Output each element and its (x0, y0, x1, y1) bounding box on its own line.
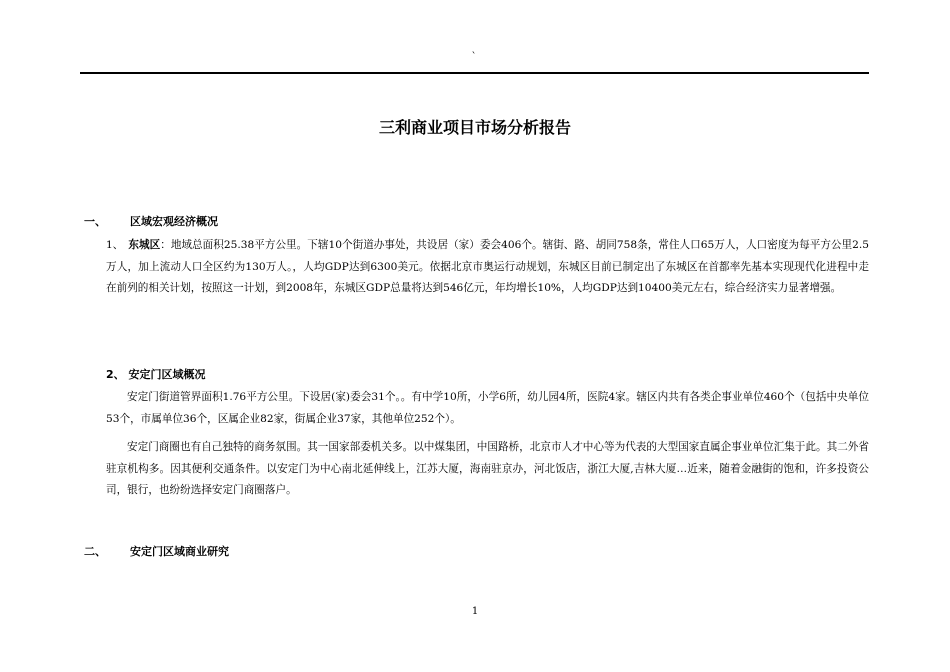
paragraph-text: ：地域总面积25.38平方公里。下辖10个街道办事处，共设居（家）委会406个。辖街、路、胡同758条，常住人口65万人，人口密度为每平方公里2.5万人，加上流动人口全区约为130万人。，人均GDP达到6300美元。依据北京市奥运行动规划，东城区目前已制定出了东城区在首都率先基本实现现代化进程中走在前列的相关计划，按照这一计划，到2008年，东城区GDP总量将达到546亿元，年均增长10%，人均GDP达到10400美元左右，综合经济实力显著增强。 (106, 239, 870, 294)
section-number: 二、 (84, 545, 106, 558)
paragraph-dongcheng (106, 235, 869, 300)
subsection-lead: 东城区 (128, 239, 161, 251)
section-title: 区域宏观经济概况 (130, 215, 218, 228)
subsection-number: 1、 (106, 239, 124, 251)
section-heading-2 (84, 545, 229, 559)
paragraph-andingmen-business: 安定门商圈也有自己独特的商务氛围。其一国家部委机关多。以中煤集团，中国路桥，北京市人才中心等为代表的大型国家直属企事业单位汇集于此。其二外省驻京机构多。因其便利交通条件。以安定门为中心南北延伸线上，江苏大厦，海南驻京办，河北饭店，浙江大厦,吉林大厦…近来，随着金融街的饱和，许多投资公司，银行，也纷纷选择安定门商圈落户。 (106, 441, 869, 496)
header-mark: ` (471, 52, 477, 63)
page-number: 1 (471, 606, 479, 617)
section-heading-1 (84, 215, 218, 229)
paragraph-andingmen-overview: 安定门街道管界面积1.76平方公里。下设居(家)委会31个。。有中学10所，小学6所，幼儿园4所，医院4家。辖区内共有各类企事业单位460个（包括中央单位53个，市属单位36个，区属企业82家，街属企业37家，其他单位252个）。 (106, 391, 869, 425)
section-number: 一、 (84, 215, 106, 228)
document-title: 三利商业项目市场分析报告 (378, 118, 571, 137)
header-rule (80, 72, 869, 74)
section-title: 安定门区域商业研究 (130, 545, 229, 558)
subsection-heading-andingmen: 2、 安定门区域概况 (106, 368, 206, 381)
